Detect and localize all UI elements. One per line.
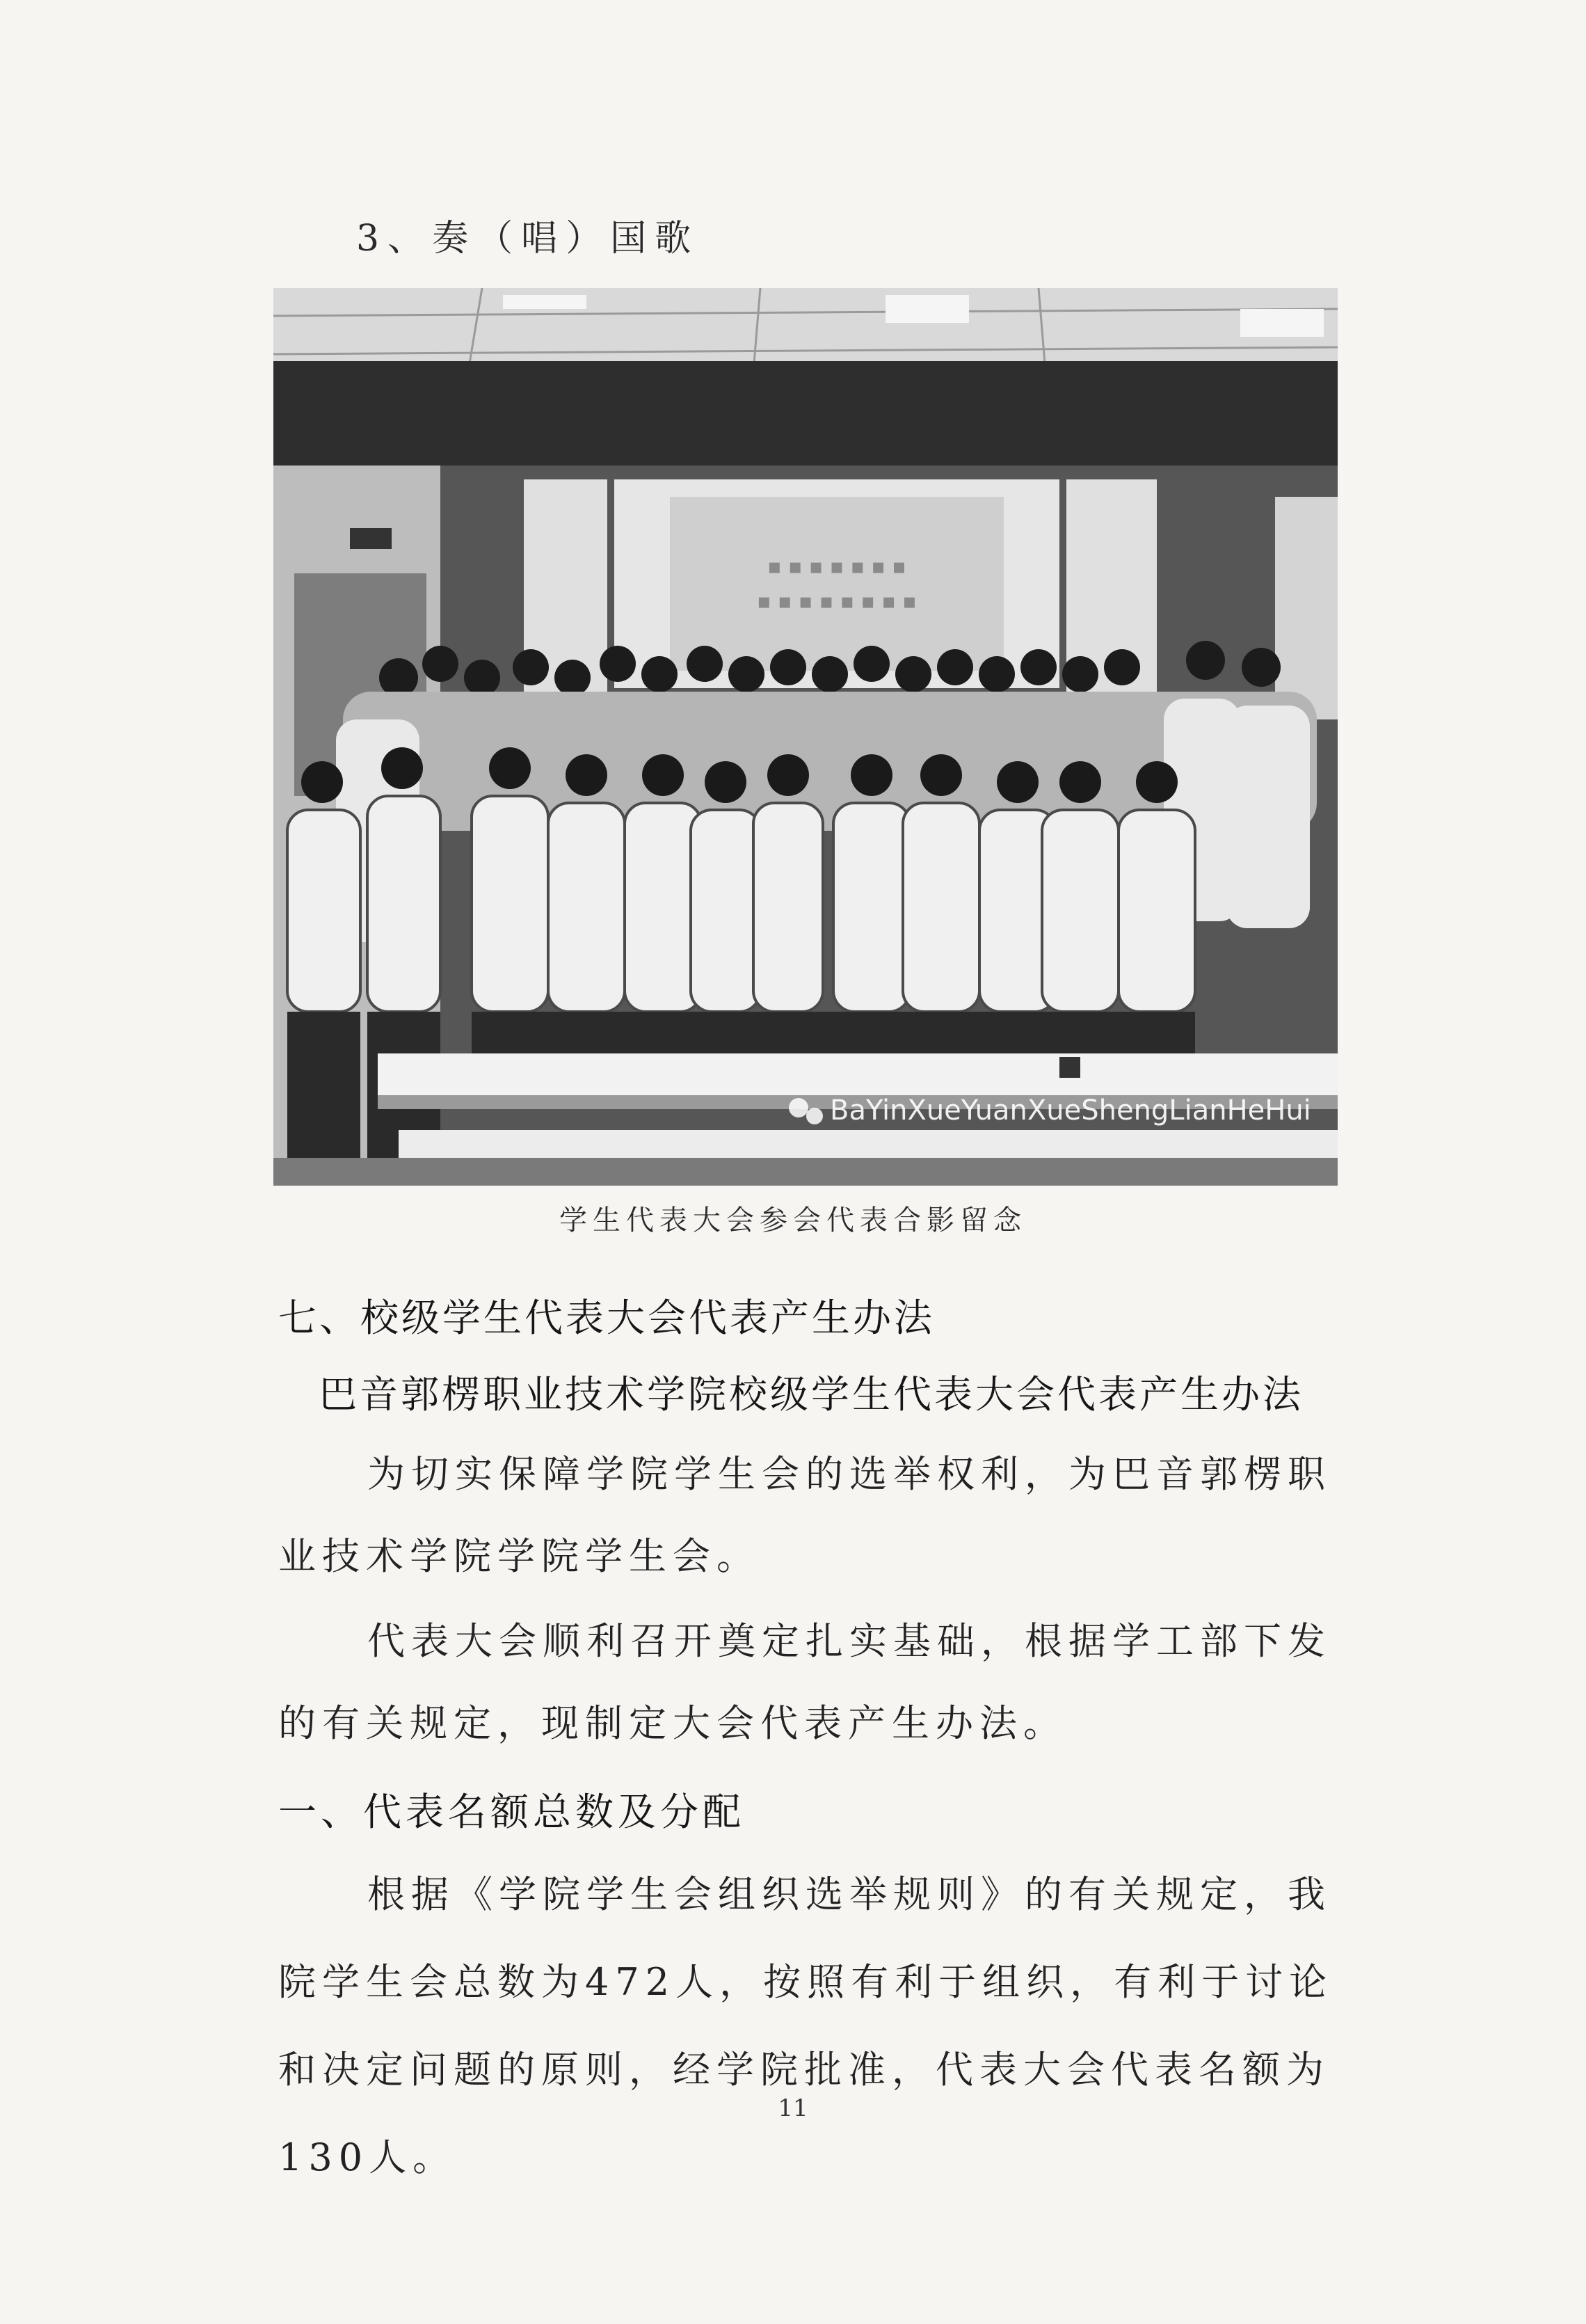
paragraph-allocation: 根据《学院学生会组织选举规则》的有关规定，我院学生会总数为472人，按照有利于组织，有利于讨论和决定问题的原则，经学院批准，代表大会代表名额为130人。 — [278, 1872, 1333, 2179]
section-heading: 七、校级学生代表大会代表产生办法 — [278, 1296, 936, 1340]
paragraph-basis: 代表大会顺利召开奠定扎实基础，根据学工部下发的有关规定，现制定大会代表产生办法。 — [278, 1619, 1331, 1745]
photo-caption: 学生代表大会参会代表合影留念 — [559, 1204, 1027, 1236]
svg-text:▪ ▪ ▪ ▪ ▪ ▪ ▪ ▪: ▪ ▪ ▪ ▪ ▪ ▪ ▪ ▪ — [757, 589, 917, 614]
agenda-item-heading: 3、奏（唱）国歌 — [356, 218, 700, 260]
page-number: 11 — [778, 2094, 808, 2122]
svg-text:▪ ▪ ▪ ▪ ▪ ▪ ▪: ▪ ▪ ▪ ▪ ▪ ▪ ▪ — [767, 555, 906, 579]
group-photo — [273, 288, 1338, 1186]
document-title: 巴音郭楞职业技术学院校级学生代表大会代表产生办法 — [319, 1372, 1304, 1417]
paragraph-purpose: 为切实保障学院学生会的选举权利，为巴音郭楞职业技术学院学院学生会。 — [278, 1452, 1331, 1578]
sub-heading: 一、代表名额总数及分配 — [278, 1790, 746, 1834]
photo-watermark: BaYinXueYuanXueShengLianHeHui — [830, 1095, 1311, 1127]
